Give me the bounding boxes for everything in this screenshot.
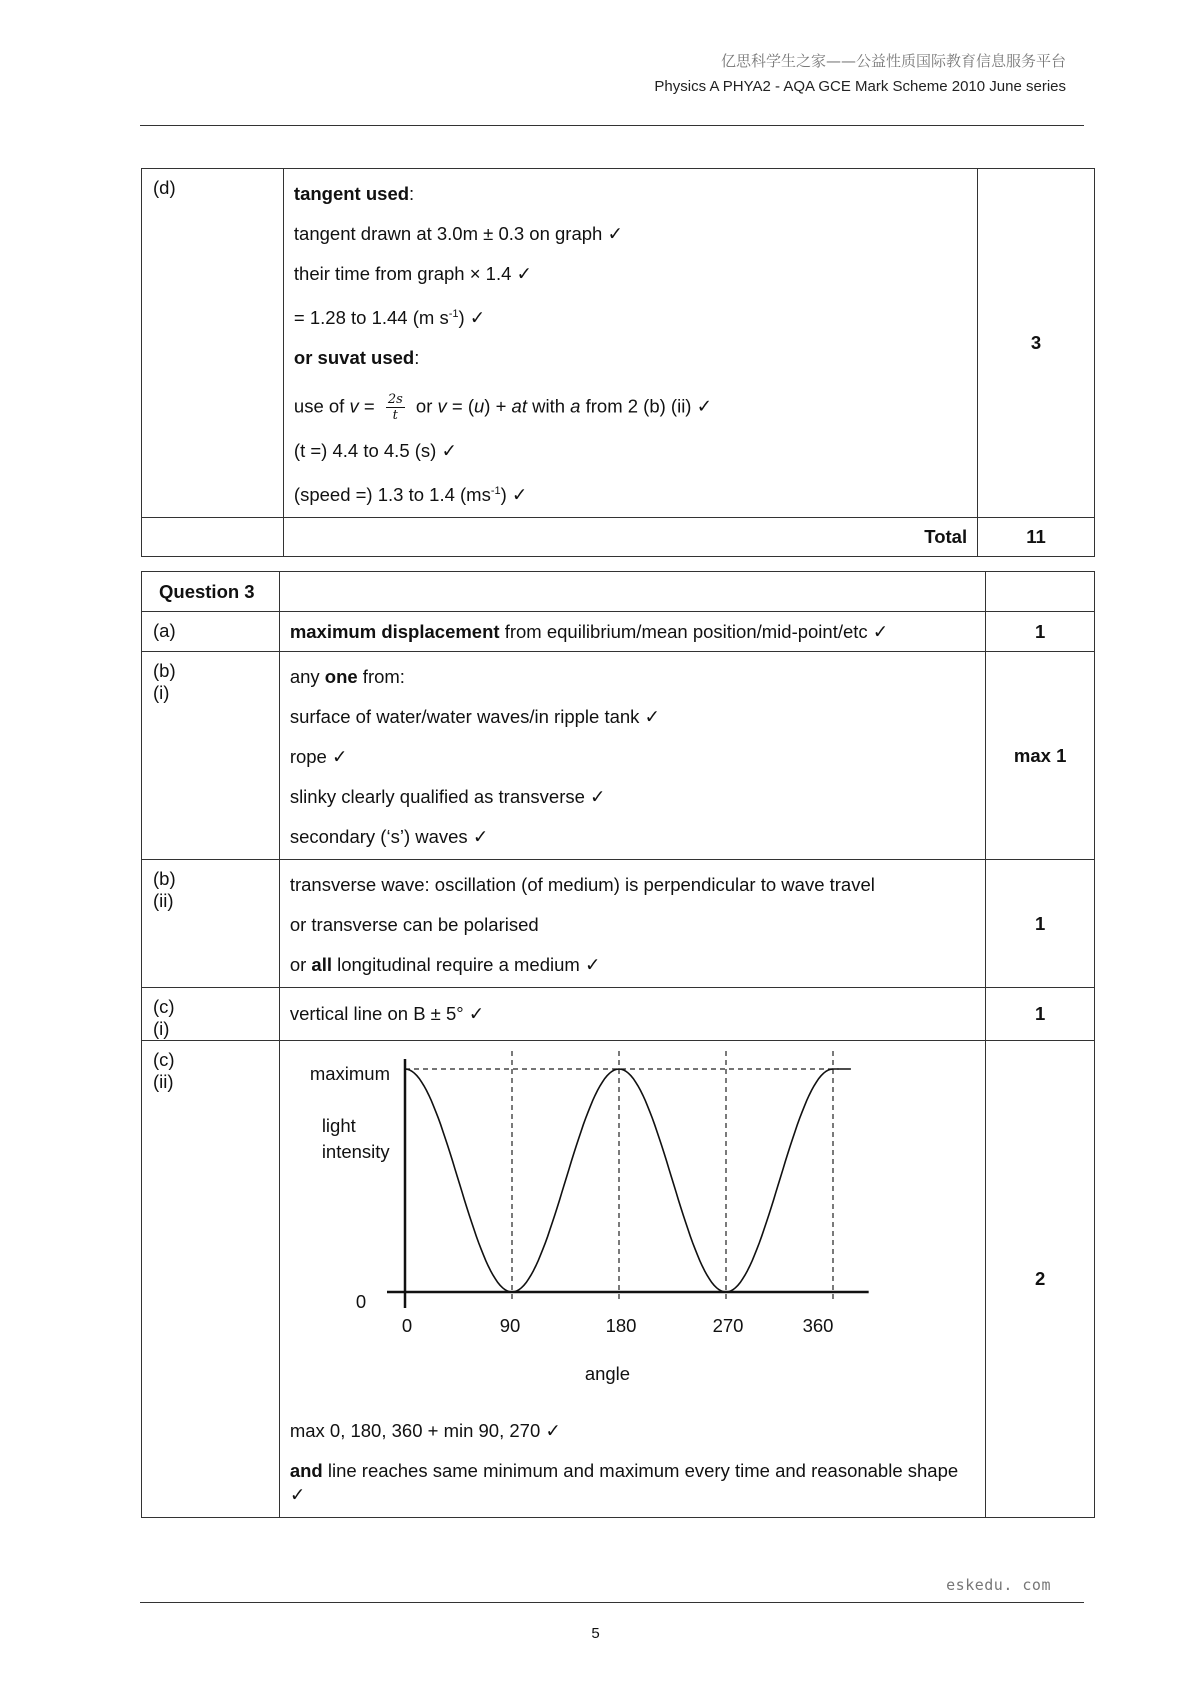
x-tick-label: 270 bbox=[712, 1315, 744, 1336]
q3bii-part: (b) bbox=[153, 868, 176, 889]
y-max-label: maximum bbox=[309, 1063, 390, 1084]
q3cii-row bbox=[142, 1041, 1095, 1518]
q3ci-marks: 1 bbox=[986, 988, 1095, 1041]
page-number: 5 bbox=[591, 1625, 600, 1642]
q3a-row bbox=[142, 612, 1095, 652]
q3ci-part: (c) bbox=[153, 996, 175, 1017]
q2d-part-label: (d) bbox=[153, 177, 176, 198]
q2d-tangent-heading: tangent used: bbox=[293, 183, 415, 204]
q3cii-sub: (ii) bbox=[153, 1071, 174, 1092]
q3bi-item: rope ✓ bbox=[289, 746, 348, 767]
q2d-line-4: use of v = $\frac{2s}{t}$ or v = (u) + at with a from 2 (b) (ii) ✓ bbox=[293, 392, 713, 424]
footer-website: eskedu. com bbox=[946, 1576, 1051, 1594]
header-rule bbox=[140, 125, 1084, 126]
q3cii-answer bbox=[279, 1041, 986, 1518]
q3bii-line-1: transverse wave: oscillation (of medium) is perpendicular to wave travel bbox=[289, 874, 875, 895]
q3bii-marks: 1 bbox=[986, 860, 1095, 988]
q3ci-sub: (i) bbox=[153, 1018, 170, 1039]
q3bii-sub: (ii) bbox=[153, 890, 174, 911]
fraction-2s-over-t: $\frac{2s}{t}$ bbox=[387, 392, 403, 424]
q3-table bbox=[141, 571, 1095, 1518]
q2d-line-3: = 1.28 to 1.44 (m $s^{-1}$) ✓ bbox=[293, 307, 486, 329]
q3ci-answer: vertical line on B ± 5° ✓ bbox=[279, 988, 986, 1041]
q3a-marks: 1 bbox=[986, 612, 1095, 652]
q2-total-label: Total bbox=[283, 518, 977, 557]
q3bi-part: (b) bbox=[153, 660, 176, 681]
q3bii-answer bbox=[279, 860, 986, 988]
q3cii-marks: 2 bbox=[986, 1041, 1095, 1518]
header-document-title: Physics A PHYA2 - AQA GCE Mark Scheme 2010 June series bbox=[654, 78, 1066, 95]
y-zero-label: 0 bbox=[355, 1291, 367, 1312]
graph-svg bbox=[280, 1041, 880, 1411]
x-tick-label: 90 bbox=[499, 1315, 521, 1336]
q3bi-item: surface of water/water waves/in ripple tank ✓ bbox=[289, 706, 661, 727]
q3bii-row bbox=[142, 860, 1095, 988]
q2d-row bbox=[142, 169, 1095, 518]
x-axis-label: angle bbox=[584, 1363, 631, 1384]
q2d-line-6: (speed =) 1.3 to 1.4 $(ms^{-1})$ ✓ bbox=[293, 484, 528, 506]
q2d-suvat-heading: or suvat used: bbox=[293, 347, 420, 369]
q2d-table bbox=[141, 168, 1095, 557]
q2-total-marks: 11 bbox=[978, 518, 1095, 557]
q3bi-item: slinky clearly qualified as transverse ✓ bbox=[289, 786, 606, 807]
q2d-marks: 3 bbox=[978, 169, 1095, 518]
q3bi-marks: max 1 bbox=[986, 652, 1095, 860]
q2d-answer-cell bbox=[283, 169, 977, 518]
x-tick-label: 360 bbox=[802, 1315, 834, 1336]
q3bi-sub: (i) bbox=[153, 682, 170, 703]
q2d-line-2: their time from graph × 1.4 ✓ bbox=[293, 263, 533, 284]
q3cii-note-1: max 0, 180, 360 + min 90, 270 ✓ bbox=[289, 1420, 561, 1441]
q3bi-row bbox=[142, 652, 1095, 860]
q3bii-line-2: or transverse can be polarised bbox=[289, 914, 539, 935]
q3bi-intro: any one from: bbox=[289, 666, 405, 687]
light-intensity-graph bbox=[280, 1041, 880, 1411]
q2d-line-5: (t =) 4.4 to 4.5 (s) ✓ bbox=[293, 440, 457, 462]
q3ci-row bbox=[142, 988, 1095, 1041]
y-axis-label-line-1: light bbox=[321, 1115, 356, 1136]
footer-rule bbox=[140, 1602, 1084, 1603]
q3bi-answer bbox=[279, 652, 986, 860]
y-axis-label-line-2: intensity bbox=[321, 1141, 390, 1162]
q3bii-line-3: or all longitudinal require a medium ✓ bbox=[289, 954, 601, 975]
x-tick-label: 180 bbox=[605, 1315, 637, 1336]
q3-title: Question 3 bbox=[142, 572, 280, 612]
q2d-line-1: tangent drawn at 3.0m ± 0.3 on graph ✓ bbox=[293, 223, 623, 244]
x-tick-label: 0 bbox=[401, 1315, 412, 1336]
intensity-curve bbox=[405, 1069, 851, 1292]
q2-total-row bbox=[142, 518, 1095, 557]
header-site-banner: 亿思科学生之家——公益性质国际教育信息服务平台 bbox=[720, 52, 1066, 70]
q3cii-note-2: and line reaches same minimum and maximum every time and reasonable shape ✓ bbox=[289, 1460, 959, 1505]
q3-title-row bbox=[142, 572, 1095, 612]
q2d-part-cell bbox=[142, 169, 284, 518]
q3a-part: (a) bbox=[153, 620, 176, 641]
q3a-answer: maximum displacement from equilibrium/mean position/mid-point/etc ✓ bbox=[279, 612, 986, 652]
q3cii-part: (c) bbox=[153, 1049, 175, 1070]
q3bi-item: secondary (‘s’) waves ✓ bbox=[289, 826, 489, 847]
